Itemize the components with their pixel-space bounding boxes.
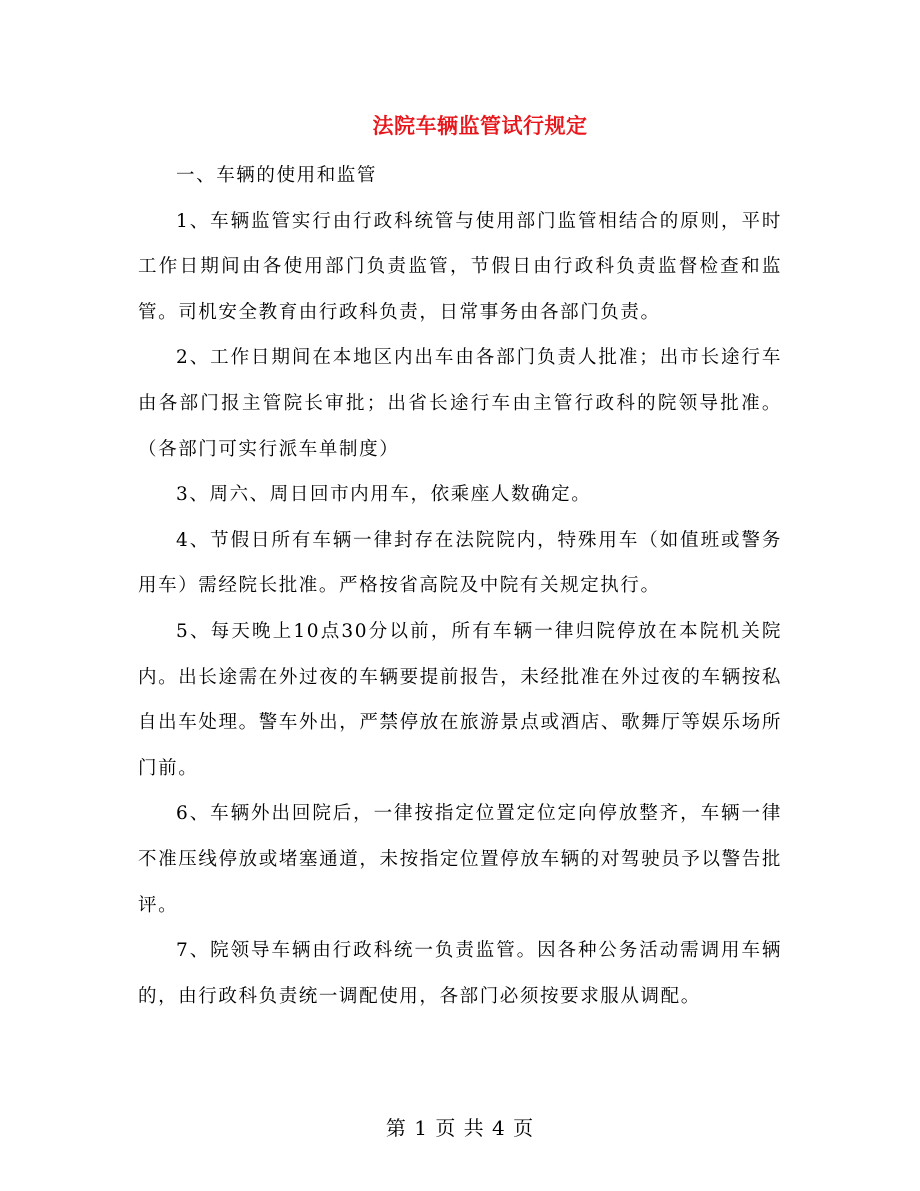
paragraph-1: 1、车辆监管实行由行政科统管与使用部门监管相结合的原则，平时工作日期间由各使用部门负责监管，节假日由行政科负责监督检查和监管。司机安全教育由行政科负责，日常事务由各部门负责。 bbox=[138, 210, 782, 323]
page-footer: 第 1 页 共 4 页 bbox=[385, 1116, 535, 1140]
paragraph-6: 6、车辆外出回院后，一律按指定位置定位定向停放整齐，车辆一律不准压线停放或堵塞通道，未按指定位置停放车辆的对驾驶员予以警告批评。 bbox=[138, 803, 782, 916]
paragraph-7: 7、院领导车辆由行政科统一负责监管。因各种公务活动需调用车辆的，由行政科负责统一调配使用，各部门必须按要求服从调配。 bbox=[138, 940, 782, 1007]
paragraph-3: 3、周六、周日回市内用车，依乘座人数确定。 bbox=[176, 484, 592, 506]
document-title: 法院车辆监管试行规定 bbox=[372, 113, 588, 138]
document-body bbox=[138, 153, 782, 1019]
paragraph-4: 4、节假日所有车辆一律封存在法院院内，特殊用车（如值班或警务用车）需经院长批准。严格按省高院及中院有关规定执行。 bbox=[138, 529, 782, 597]
paragraph-5: 5、每天晚上10点30分以前，所有车辆一律归院停放在本院机关院内。出长途需在外过夜的车辆要提前报告，未经批准在外过夜的车辆按私自出车处理。警车外出，严禁停放在旅游景点或酒店、歌舞厅等娱乐场所门前。 bbox=[138, 620, 782, 779]
paragraph-2: 2、工作日期间在本地区内出车由各部门负责人批准；出市长途行车由各部门报主管院长审批；出省长途行车由主管行政科的院领导批准。（各部门可实行派车单制度） bbox=[138, 347, 782, 460]
section-heading: 一、车辆的使用和监管 bbox=[176, 165, 378, 186]
